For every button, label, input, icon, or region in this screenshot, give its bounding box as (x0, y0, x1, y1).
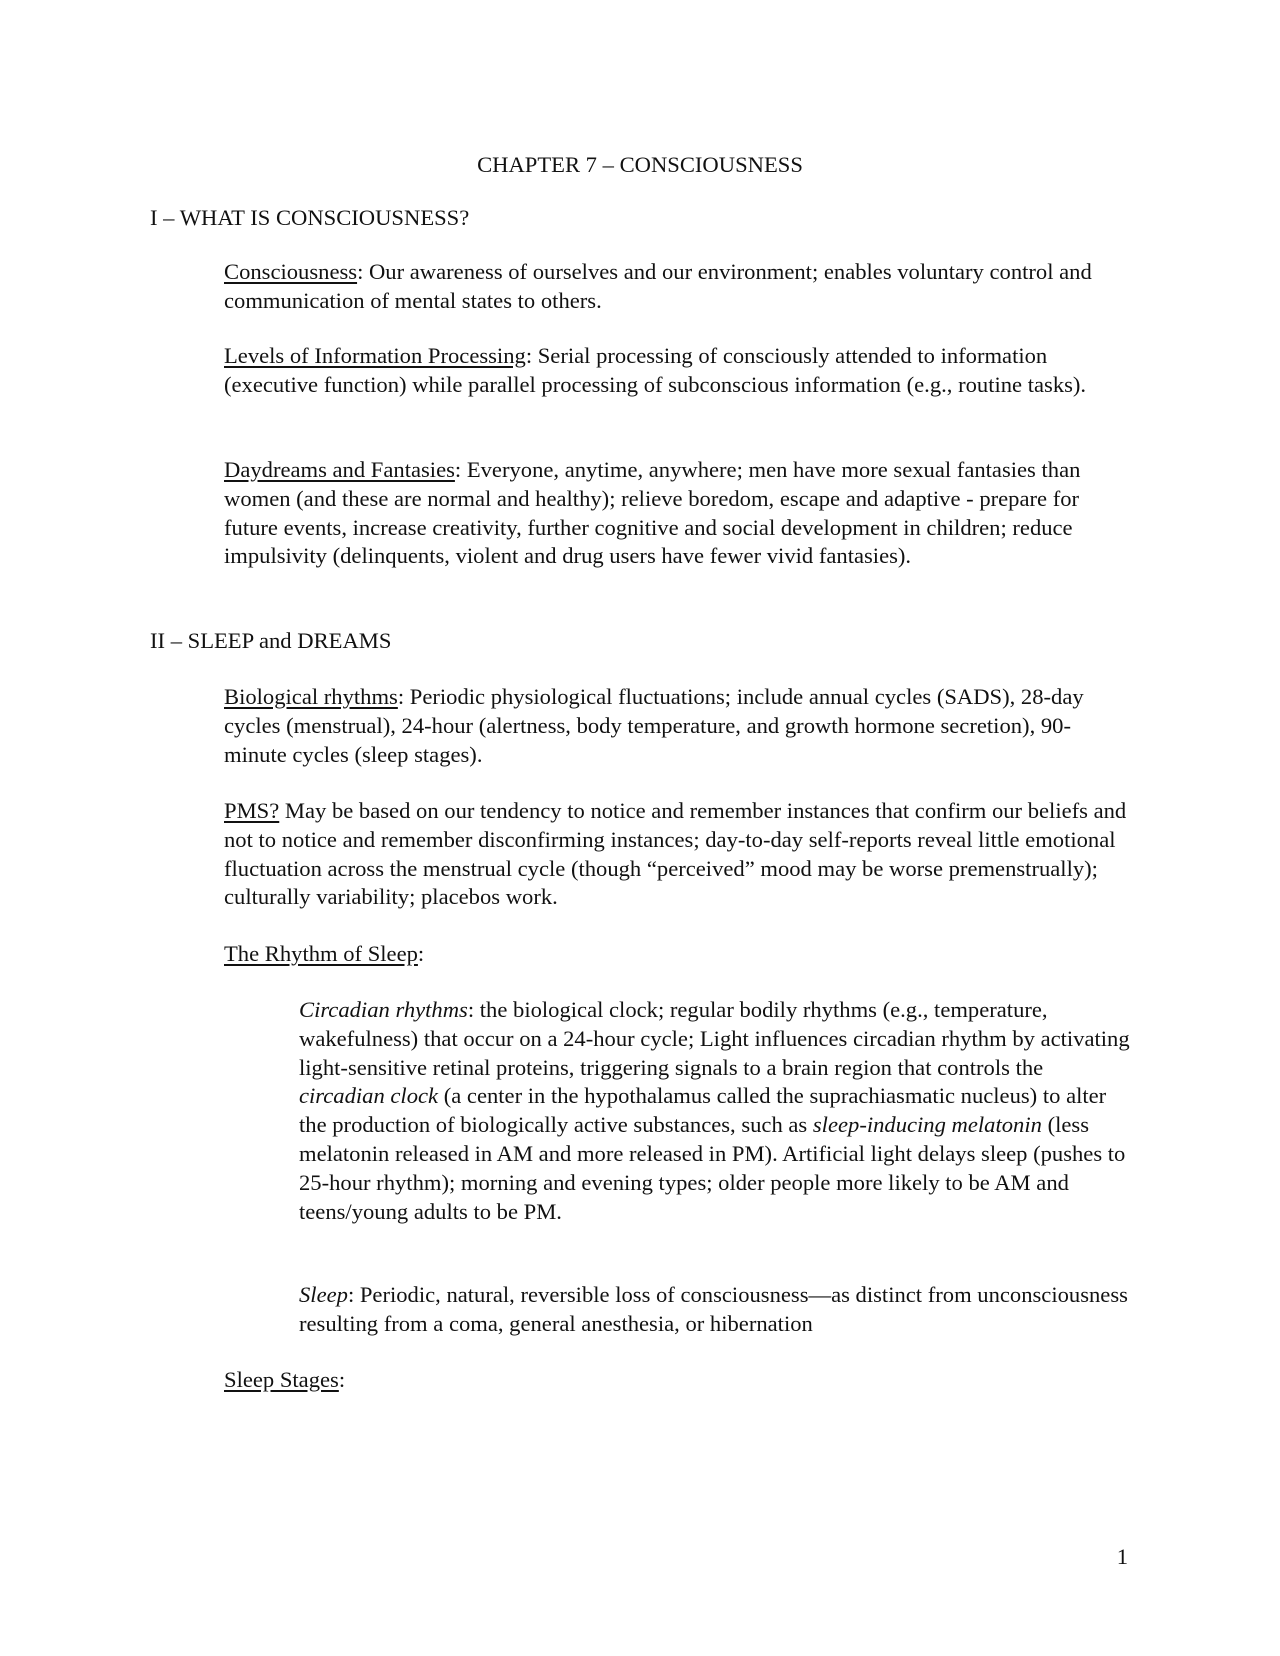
definition-daydreams-and-fantasies: : Everyone, anytime, anywhere; men have more sexual fantasies than women (and these are normal and healthy); relieve boredom, escape and adaptive - prepare for future events, increase creativity, further cognitive and social development in children; reduce impulsivity (delinquents, violent and drug users have fewer vivid fantasies). (224, 457, 1081, 569)
circadian-text-3: (less melatonin released in AM and more released in PM). Artificial light delays sleep (pushes to 25-hour rhythm); morning and evening types; older people more likely to be AM and teens/young adults to be PM. (299, 1112, 1126, 1224)
section-heading-sleep-and-dreams: II – SLEEP and DREAMS (150, 628, 392, 653)
paragraph-circadian-rhythms (299, 996, 1131, 1226)
paragraph-biological-rhythms (224, 683, 1128, 769)
term-daydreams-and-fantasies: Daydreams and Fantasies (224, 457, 455, 482)
paragraph-consciousness (224, 258, 1128, 316)
definition-levels-of-information-processing: : Serial processing of consciously attended to information (executive function) while parallel processing of subconscious information (e.g., routine tasks). (224, 343, 1087, 397)
sleep-inducing-melatonin-italic: sleep-inducing melatonin (812, 1112, 1042, 1138)
paragraph-daydreams-and-fantasies (224, 456, 1128, 571)
term-circadian-rhythms: Circadian rhythms (299, 997, 468, 1022)
term-sleep-stages: Sleep Stages (224, 1367, 339, 1392)
circadian-clock-italic: circadian clock (299, 1083, 439, 1109)
paragraph-rhythm-of-sleep (224, 940, 1128, 969)
definition-sleep: : Periodic, natural, reversible loss of consciousness—as distinct from unconsciousness resulting from a coma, general anesthesia, or hibernation (299, 1282, 1128, 1336)
definition-biological-rhythms: : Periodic physiological fluctuations; include annual cycles (SADS), 28-day cycles (menstrual), 24-hour (alertness, body temperature, and growth hormone secretion), 90-minute cycles (sleep stages). (224, 684, 1084, 767)
definition-consciousness: : Our awareness of ourselves and our environment; enables voluntary control and communication of mental states to others. (224, 259, 1092, 313)
rhythm-of-sleep-colon: : (417, 941, 425, 966)
term-pms: PMS? (224, 798, 280, 823)
sleep-stages-colon: : (338, 1367, 346, 1392)
circadian-text-1: : the biological clock; regular bodily rhythms (e.g., temperature, wakefulness) that occur on a 24-hour cycle; Light influences circadian rhythm by activating light-sensitive retinal proteins, triggering signals to a brain region that controls the (299, 997, 1130, 1080)
paragraph-sleep (299, 1281, 1131, 1339)
term-biological-rhythms: Biological rhythms (224, 684, 398, 709)
term-rhythm-of-sleep: The Rhythm of Sleep (224, 941, 418, 966)
section-heading-what-is-consciousness: I – WHAT IS CONSCIOUSNESS? (150, 205, 470, 230)
definition-pms: May be based on our tendency to notice and remember instances that confirm our beliefs and not to notice and remember disconfirming instances; day-to-day self-reports reveal little emotional fluctuation across the menstrual cycle (though “perceived” mood may be worse premenstrually); culturally variability; placebos work. (224, 798, 1127, 910)
circadian-text-2: (a center in the hypothalamus called the suprachiasmatic nucleus) to alter the production of biologically active substances, such as (299, 1083, 1107, 1138)
term-sleep: Sleep (299, 1282, 348, 1307)
paragraph-sleep-stages (224, 1366, 1128, 1395)
paragraph-pms (224, 797, 1128, 912)
paragraph-levels-of-information-processing (224, 342, 1128, 400)
term-consciousness: Consciousness (224, 259, 358, 284)
chapter-title: CHAPTER 7 – CONSCIOUSNESS (477, 152, 803, 177)
page-number: 1 (1116, 1544, 1128, 1569)
term-levels-of-information-processing: Levels of Information Processing (224, 343, 526, 368)
